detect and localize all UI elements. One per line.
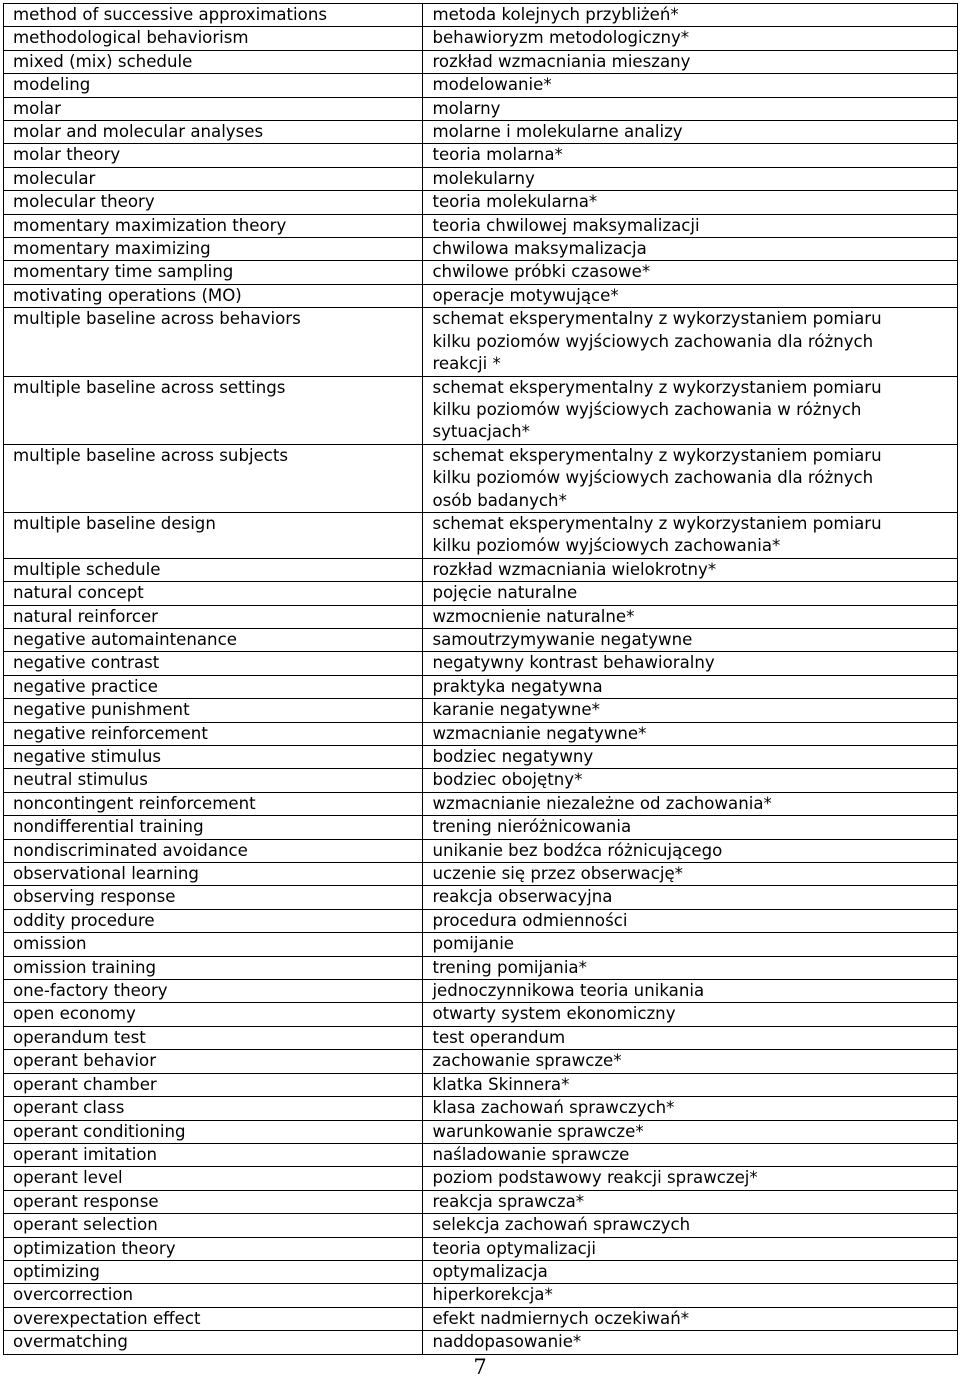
polish-translation-line: molarny (432, 98, 501, 118)
polish-translation-line: bodziec obojętny* (432, 770, 583, 790)
english-term: motivating operations (MO) (4, 284, 423, 307)
polish-translation (423, 121, 958, 144)
english-term: operant response (4, 1190, 423, 1213)
glossary-row (4, 839, 958, 862)
polish-translation (423, 1190, 958, 1213)
glossary-row (4, 74, 958, 97)
polish-translation (423, 74, 958, 97)
polish-translation-line: reakcji * (432, 354, 501, 374)
glossary-table (3, 3, 958, 1355)
polish-translation-line: metoda kolejnych przybliżeń* (432, 5, 679, 24)
english-term: operant selection (4, 1214, 423, 1237)
polish-translation-line: wzmacnianie negatywne* (432, 723, 647, 743)
polish-translation-line: kilku poziomów wyjściowych zachowania* (432, 536, 781, 556)
polish-translation-line: reakcja sprawcza* (432, 1191, 585, 1211)
polish-translation (423, 816, 958, 839)
polish-translation (423, 1097, 958, 1120)
polish-translation (423, 909, 958, 932)
english-term: observational learning (4, 863, 423, 886)
english-term: operant behavior (4, 1050, 423, 1073)
polish-translation-line: osób badanych* (432, 490, 567, 510)
polish-translation (423, 191, 958, 214)
english-term: omission training (4, 956, 423, 979)
polish-translation (423, 261, 958, 284)
glossary-row (4, 933, 958, 956)
glossary-row (4, 261, 958, 284)
polish-translation (423, 792, 958, 815)
english-term: natural reinforcer (4, 605, 423, 628)
polish-translation-line: karanie negatywne* (432, 700, 600, 720)
glossary-row (4, 444, 958, 512)
english-term: molar (4, 97, 423, 120)
polish-translation (423, 444, 958, 512)
polish-translation-line: klasa zachowań sprawczych* (432, 1098, 675, 1118)
glossary-row (4, 1120, 958, 1143)
glossary-row (4, 4, 958, 27)
english-term: optimizing (4, 1260, 423, 1283)
english-term: negative practice (4, 675, 423, 698)
glossary-row (4, 1003, 958, 1026)
polish-translation (423, 1331, 958, 1354)
english-term: momentary maximization theory (4, 214, 423, 237)
polish-translation (423, 1050, 958, 1073)
polish-translation (423, 628, 958, 651)
glossary-row (4, 816, 958, 839)
polish-translation-line: schemat eksperymentalny z wykorzystaniem pomiaru (432, 377, 882, 397)
polish-translation-line: selekcja zachowań sprawczych (432, 1215, 691, 1235)
english-term: nondifferential training (4, 816, 423, 839)
english-term: multiple baseline across subjects (4, 444, 423, 512)
polish-translation (423, 50, 958, 73)
english-term: methodological behaviorism (4, 27, 423, 50)
polish-translation (423, 1284, 958, 1307)
polish-translation-line: schemat eksperymentalny z wykorzystaniem pomiaru (432, 513, 882, 533)
polish-translation-line: optymalizacja (432, 1261, 548, 1281)
polish-translation (423, 769, 958, 792)
glossary-row (4, 628, 958, 651)
english-term: method of successive approximations (4, 4, 423, 27)
polish-translation (423, 1073, 958, 1096)
glossary-row (4, 1284, 958, 1307)
glossary-row (4, 652, 958, 675)
polish-translation-line: zachowanie sprawcze* (432, 1051, 622, 1071)
english-term: negative automaintenance (4, 628, 423, 651)
polish-translation-line: wzmacnianie niezależne od zachowania* (432, 793, 772, 813)
polish-translation-line: operacje motywujące* (432, 285, 619, 305)
polish-translation (423, 238, 958, 261)
polish-translation (423, 839, 958, 862)
english-term: oddity procedure (4, 909, 423, 932)
polish-translation-line: praktyka negatywna (432, 676, 603, 696)
polish-translation (423, 699, 958, 722)
english-term: negative reinforcement (4, 722, 423, 745)
glossary-row (4, 308, 958, 376)
english-term: multiple schedule (4, 558, 423, 581)
polish-translation (423, 167, 958, 190)
english-term: neutral stimulus (4, 769, 423, 792)
english-term: operant level (4, 1167, 423, 1190)
polish-translation-line: wzmocnienie naturalne* (432, 606, 635, 626)
glossary-row (4, 214, 958, 237)
glossary-row (4, 863, 958, 886)
polish-translation (423, 27, 958, 50)
glossary-row (4, 1237, 958, 1260)
polish-translation (423, 97, 958, 120)
polish-translation (423, 956, 958, 979)
polish-translation-line: behawioryzm metodologiczny* (432, 28, 690, 48)
glossary-row (4, 144, 958, 167)
polish-translation-line: otwarty system ekonomiczny (432, 1004, 676, 1024)
english-term: overcorrection (4, 1284, 423, 1307)
polish-translation (423, 1003, 958, 1026)
glossary-row (4, 1307, 958, 1330)
polish-translation-line: negatywny kontrast behawioralny (432, 653, 715, 673)
polish-translation-line: molekularny (432, 168, 535, 188)
polish-translation-line: chwilowe próbki czasowe* (432, 262, 651, 282)
polish-translation (423, 605, 958, 628)
polish-translation (423, 1237, 958, 1260)
polish-translation (423, 675, 958, 698)
polish-translation-line: samoutrzymywanie negatywne (432, 629, 693, 649)
glossary-row (4, 886, 958, 909)
polish-translation-line: kilku poziomów wyjściowych zachowania dla różnych (432, 468, 874, 488)
polish-translation (423, 4, 958, 27)
english-term: observing response (4, 886, 423, 909)
polish-translation-line: kilku poziomów wyjściowych zachowania dla różnych (432, 331, 874, 351)
glossary-row (4, 191, 958, 214)
english-term: molecular (4, 167, 423, 190)
english-term: molecular theory (4, 191, 423, 214)
polish-translation (423, 1167, 958, 1190)
polish-translation-line: kilku poziomów wyjściowych zachowania w różnych (432, 399, 862, 419)
polish-translation (423, 933, 958, 956)
polish-translation (423, 284, 958, 307)
polish-translation (423, 863, 958, 886)
glossary-row (4, 582, 958, 605)
polish-translation-line: teoria molarna* (432, 145, 563, 165)
polish-translation (423, 652, 958, 675)
polish-translation (423, 746, 958, 769)
polish-translation (423, 1120, 958, 1143)
glossary-row (4, 1190, 958, 1213)
english-term: operant imitation (4, 1143, 423, 1166)
polish-translation-line: trening pomijania* (432, 957, 587, 977)
glossary-row (4, 1026, 958, 1049)
glossary-row (4, 769, 958, 792)
glossary-row (4, 50, 958, 73)
polish-translation (423, 1307, 958, 1330)
polish-translation (423, 582, 958, 605)
english-term: molar and molecular analyses (4, 121, 423, 144)
english-term: overmatching (4, 1331, 423, 1354)
polish-translation-line: poziom podstawowy reakcji sprawczej* (432, 1168, 758, 1188)
english-term: omission (4, 933, 423, 956)
english-term: operant chamber (4, 1073, 423, 1096)
glossary-row (4, 980, 958, 1003)
glossary-row (4, 27, 958, 50)
polish-translation-line: sytuacjach* (432, 422, 530, 442)
glossary-row (4, 956, 958, 979)
polish-translation-line: naśladowanie sprawcze (432, 1144, 630, 1164)
polish-translation (423, 722, 958, 745)
glossary-row (4, 558, 958, 581)
english-term: nondiscriminated avoidance (4, 839, 423, 862)
polish-translation-line: chwilowa maksymalizacja (432, 239, 647, 259)
english-term: momentary maximizing (4, 238, 423, 261)
glossary-row (4, 1331, 958, 1354)
english-term: operant class (4, 1097, 423, 1120)
english-term: multiple baseline across settings (4, 376, 423, 444)
english-term: one-factory theory (4, 980, 423, 1003)
polish-translation (423, 214, 958, 237)
polish-translation-line: test operandum (432, 1027, 566, 1047)
glossary-row (4, 746, 958, 769)
glossary-row (4, 97, 958, 120)
english-term: momentary time sampling (4, 261, 423, 284)
english-term: operant conditioning (4, 1120, 423, 1143)
polish-translation (423, 886, 958, 909)
polish-translation (423, 1026, 958, 1049)
glossary-row (4, 1097, 958, 1120)
polish-translation-line: pojęcie naturalne (432, 583, 578, 603)
glossary-row (4, 512, 958, 558)
glossary-row (4, 121, 958, 144)
polish-translation (423, 558, 958, 581)
polish-translation-line: hiperkorekcja* (432, 1285, 553, 1305)
english-term: noncontingent reinforcement (4, 792, 423, 815)
polish-translation (423, 1214, 958, 1237)
glossary-body (4, 4, 958, 1355)
polish-translation (423, 1260, 958, 1283)
english-term: negative contrast (4, 652, 423, 675)
glossary-row (4, 167, 958, 190)
polish-translation-line: teoria optymalizacji (432, 1238, 596, 1258)
english-term: open economy (4, 1003, 423, 1026)
polish-translation-line: modelowanie* (432, 75, 552, 95)
polish-translation-line: uczenie się przez obserwację* (432, 864, 683, 884)
glossary-row (4, 675, 958, 698)
polish-translation-line: warunkowanie sprawcze* (432, 1121, 644, 1141)
glossary-row (4, 722, 958, 745)
polish-translation-line: schemat eksperymentalny z wykorzystaniem pomiaru (432, 309, 882, 329)
english-term: modeling (4, 74, 423, 97)
glossary-row (4, 376, 958, 444)
english-term: molar theory (4, 144, 423, 167)
glossary-row (4, 792, 958, 815)
glossary-row (4, 238, 958, 261)
polish-translation (423, 376, 958, 444)
polish-translation-line: trening nieróżnicowania (432, 817, 632, 837)
polish-translation-line: schemat eksperymentalny z wykorzystaniem pomiaru (432, 445, 882, 465)
polish-translation-line: efekt nadmiernych oczekiwań* (432, 1308, 690, 1328)
polish-translation-line: klatka Skinnera* (432, 1074, 570, 1094)
glossary-row (4, 1050, 958, 1073)
english-term: optimization theory (4, 1237, 423, 1260)
polish-translation (423, 144, 958, 167)
polish-translation-line: rozkład wzmacniania wielokrotny* (432, 559, 717, 579)
english-term: overexpectation effect (4, 1307, 423, 1330)
english-term: multiple baseline design (4, 512, 423, 558)
polish-translation-line: rozkład wzmacniania mieszany (432, 51, 691, 71)
glossary-row (4, 1073, 958, 1096)
glossary-row (4, 284, 958, 307)
polish-translation-line: naddopasowanie* (432, 1332, 582, 1352)
glossary-row (4, 909, 958, 932)
page-number: 7 (473, 1355, 487, 1379)
polish-translation (423, 1143, 958, 1166)
english-term: natural concept (4, 582, 423, 605)
polish-translation-line: pomijanie (432, 934, 515, 954)
english-term: negative stimulus (4, 746, 423, 769)
glossary-row (4, 1214, 958, 1237)
english-term: negative punishment (4, 699, 423, 722)
glossary-row (4, 1143, 958, 1166)
polish-translation (423, 308, 958, 376)
english-term: multiple baseline across behaviors (4, 308, 423, 376)
polish-translation-line: procedura odmienności (432, 910, 628, 930)
polish-translation (423, 512, 958, 558)
polish-translation-line: reakcja obserwacyjna (432, 887, 613, 907)
english-term: operandum test (4, 1026, 423, 1049)
glossary-row (4, 699, 958, 722)
polish-translation-line: teoria chwilowej maksymalizacji (432, 215, 700, 235)
glossary-row (4, 1167, 958, 1190)
polish-translation-line: teoria molekularna* (432, 192, 598, 212)
polish-translation-line: bodziec negatywny (432, 747, 594, 766)
polish-translation (423, 980, 958, 1003)
polish-translation-line: unikanie bez bodźca różnicującego (432, 840, 723, 860)
polish-translation-line: jednoczynnikowa teoria unikania (432, 981, 705, 1001)
glossary-row (4, 1260, 958, 1283)
english-term: mixed (mix) schedule (4, 50, 423, 73)
glossary-row (4, 605, 958, 628)
polish-translation-line: molarne i molekularne analizy (432, 122, 683, 142)
